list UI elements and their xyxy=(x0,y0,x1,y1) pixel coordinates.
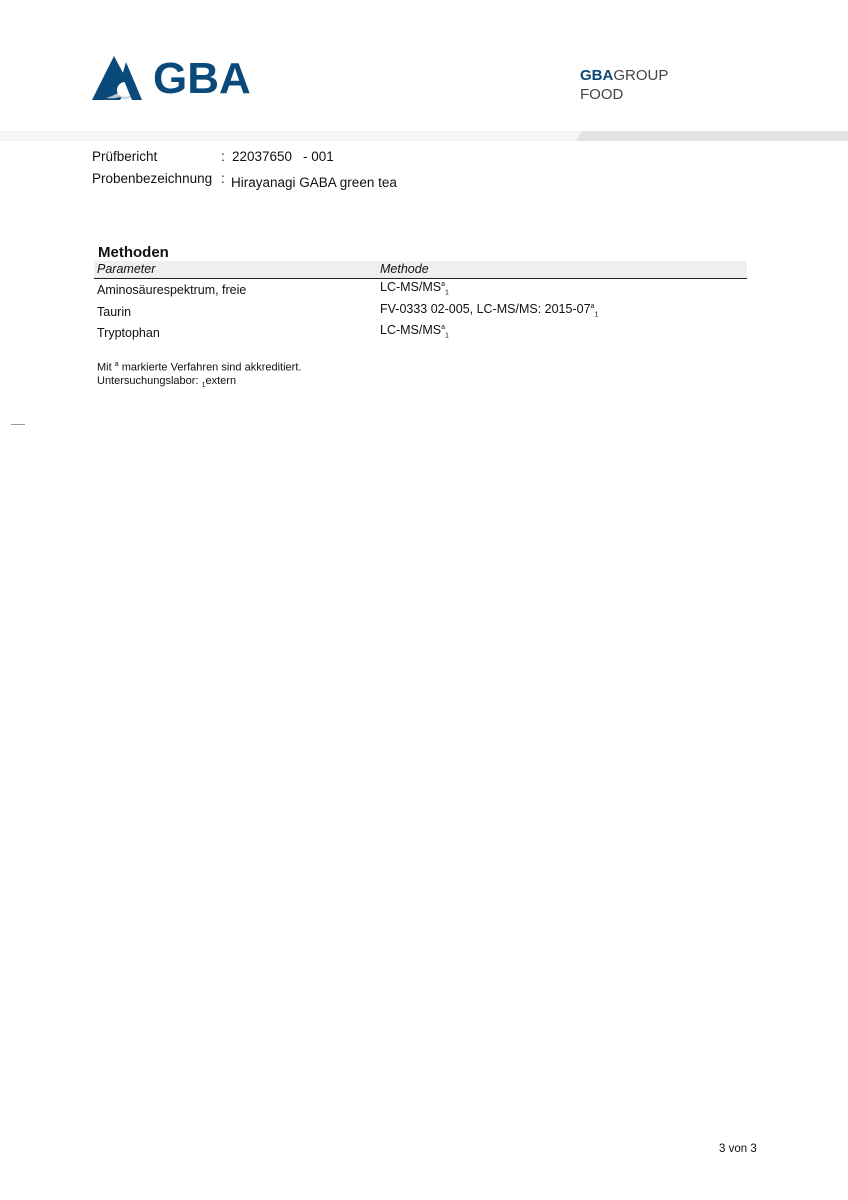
pruefbericht-value: 22037650 xyxy=(232,149,293,164)
probe-value: Hirayanagi GABA green tea xyxy=(231,175,397,190)
pruefbericht-separator: : xyxy=(221,149,225,164)
probe-label: Probenbezeichnung xyxy=(92,171,213,186)
margin-tick xyxy=(11,424,25,425)
group-logo xyxy=(580,66,668,104)
accreditation-note: Mit $^a$ markierte Verfahren sind akkreditiert. xyxy=(97,361,302,374)
group-logo-line2: FOOD xyxy=(580,86,624,103)
probe-separator: : xyxy=(221,171,225,186)
row-method: $LC-MS/MS^a_1$ xyxy=(380,323,449,340)
pruefbericht-suffix: - 001 xyxy=(303,149,334,164)
lab-note: Untersuchungslabor: $_1$extern xyxy=(97,375,237,390)
group-logo-bold: GBA xyxy=(580,67,614,84)
row-method: FV-0333 02-005, LC-MS/MS: $2015-07^a_1$ xyxy=(380,302,599,319)
page-number: 3 von 3 xyxy=(719,1143,757,1155)
column-parameter: Parameter xyxy=(97,262,156,276)
header-band xyxy=(0,131,848,141)
row-parameter: Tryptophan xyxy=(97,326,160,340)
section-title: Methoden xyxy=(98,244,169,261)
row-parameter: Aminosäurespektrum, freie xyxy=(97,283,247,297)
logo-wordmark: GBA xyxy=(153,54,251,103)
group-logo-light: GROUP xyxy=(613,67,669,84)
table-header xyxy=(94,261,747,279)
row-method: $LC-MS/MS^a_1$ xyxy=(380,280,449,297)
column-method: Methode xyxy=(380,262,429,276)
pruefbericht-label: Prüfbericht xyxy=(92,149,158,164)
row-parameter: Taurin xyxy=(97,305,132,319)
